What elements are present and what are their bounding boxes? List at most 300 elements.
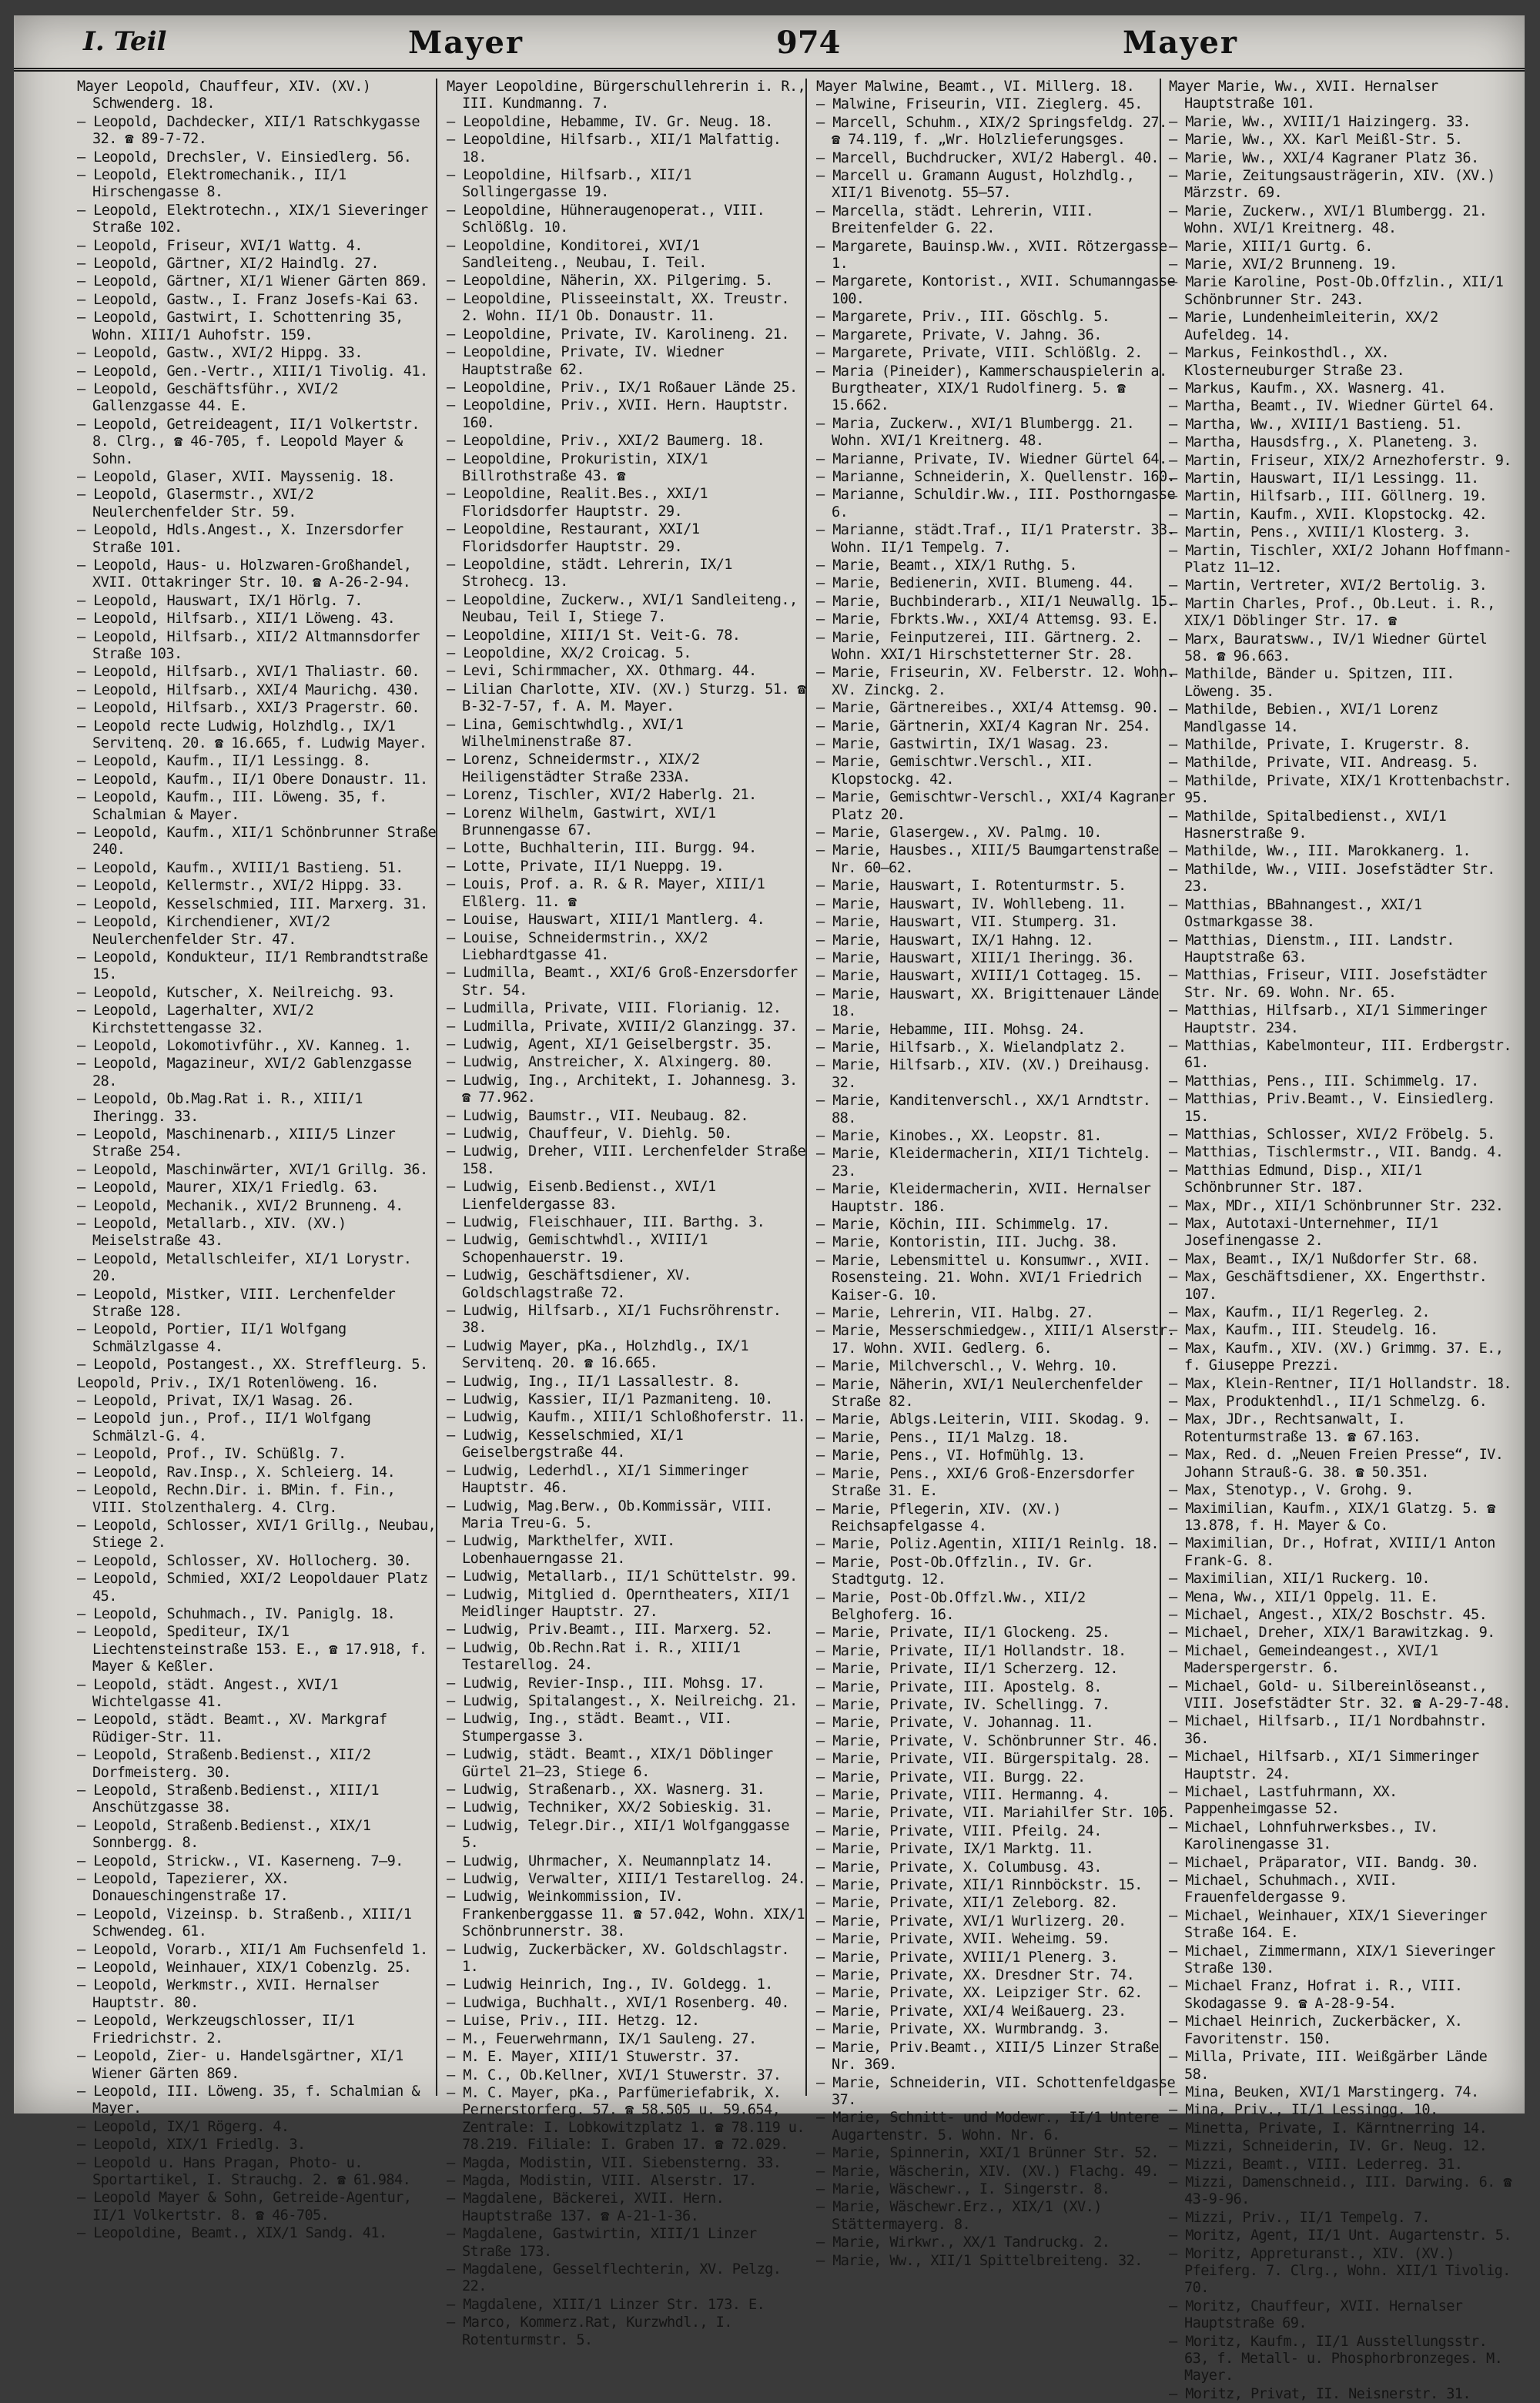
directory-entry: — Marie, Wäschewr., I. Singerstr. 8.	[816, 2180, 1110, 2197]
directory-entry: — Marie, Private, VII. Bürgerspitalg. 28.	[816, 1751, 1151, 1768]
directory-entry: — Leopoldine, Priv., XXI/2 Baumerg. 18.	[447, 433, 765, 450]
directory-entry: — Max, Beamt., IX/1 Nußdorfer Str. 68.	[1169, 1250, 1479, 1267]
directory-entry: — Marie, Spinnerin, XXI/1 Brünner Str. 52.	[816, 2145, 1159, 2162]
directory-entry: — Lotte, Buchhalterin, III. Burgg. 94.	[447, 840, 757, 857]
directory-entry: — Leopold, Spediteur, IX/1 Liechtensteinstraße 153. E., ☎ 17.918, f. Mayer & Keßler.	[77, 1624, 427, 1675]
directory-entry: — Marie, Lundenheimleiterin, XX/2 Aufeldeg. 14.	[1169, 310, 1438, 343]
directory-entry: — Leopold, Hilfsarb., XXI/3 Pragerstr. 60.	[77, 700, 420, 717]
directory-entry: — Marie, Wirkwr., XX/1 Tandruckg. 2.	[816, 2234, 1110, 2251]
directory-entry: — Ludwig, Anstreicher, X. Alxingerg. 80.	[447, 1054, 773, 1071]
directory-entry: — Lilian Charlotte, XIV. (XV.) Sturzg. 51. ☎ B-32-7-57, f. A. M. Mayer.	[447, 681, 806, 715]
directory-entry: — Michael, Gemeindeangest., XVI/1 Maderspergerstr. 6.	[1169, 1642, 1438, 1677]
directory-entry: — Ludwig, Priv.Beamt., III. Marxerg. 52.	[447, 1622, 773, 1638]
directory-entry: — Louis, Prof. a. R. & R. Mayer, XIII/1 Elßlerg. 11. ☎	[447, 876, 765, 910]
directory-entry: — Leopold, Gärtner, XI/1 Wiener Gärten 869.	[77, 273, 428, 290]
directory-entry: — Max, Kaufm., II/1 Regerleg. 2.	[1169, 1304, 1431, 1321]
directory-entry: — Leopold, Gastwirt, I. Schottenring 35, Wohn. XIII/1 Auhofstr. 159.	[77, 310, 403, 343]
directory-entry: — Leopold, Hilfsarb., XXI/4 Maurichg. 430.	[77, 681, 420, 698]
directory-entry: — Marie, XIII/1 Gurtg. 6.	[1169, 238, 1373, 255]
directory-entry: — Ludwig, Weinkommission, IV. Frankenberggasse 11. ☎ 57.042, Wohn. XIX/1 Schönbrunnerstr. 38.	[447, 1889, 805, 1940]
directory-entry: — Marie, Kanditenverschl., XX/1 Arndtstr. 88.	[816, 1093, 1151, 1126]
directory-entry: — Ludwig, Geschäftsdiener, XV. Goldschlagstraße 72.	[447, 1267, 691, 1301]
directory-entry: — Leopoldine, Beamt., XIX/1 Sandg. 41.	[77, 2225, 387, 2242]
directory-entry: — Marie, Fbrkts.Ww., XXI/4 Attemsg. 93. E.	[816, 611, 1159, 628]
directory-entry: — Michael, Präparator, VII. Bandg. 30.	[1169, 1854, 1479, 1871]
directory-entry: — Marianne, städt.Traf., II/1 Praterstr. 33. Wohn. II/1 Tempelg. 7.	[816, 522, 1176, 556]
directory-entry: — Leopold, Elektrotechn., XIX/1 Sieveringer Straße 102.	[77, 202, 428, 236]
directory-entry: — Magda, Modistin, VII. Siebensterng. 33.	[447, 2154, 782, 2171]
directory-entry: — Leopold, Portier, II/1 Wolfgang Schmälzlgasse 4.	[77, 1321, 346, 1355]
directory-entry: — Marie, Private, IX/1 Marktg. 11.	[816, 1841, 1094, 1858]
directory-entry: — Leopoldine, städt. Lehrerin, IX/1 Strohecg. 13.	[447, 556, 732, 591]
directory-entry: — M. C. Mayer, pKa., Parfümeriefabrik, X. Pernerstorferg. 57. ☎ 58.505 u. 59.654, Zentrale: I. Lobkowitzplatz 1. ☎ 78.119 u. 78.219. Filiale: I. Graben 17. ☎ 72.029.	[447, 2084, 805, 2154]
directory-entry: — Marie, Private, VIII. Hermanng. 4.	[816, 1787, 1110, 1803]
directory-entry: — Ludwig, Ing., städt. Beamt., VII. Stumpergasse 3.	[447, 1711, 732, 1745]
directory-entry: — Matthias, Hilfsarb., XI/1 Simmeringer Hauptstr. 234.	[1169, 1002, 1488, 1036]
directory-entry: — Marie, Private, X. Columbusg. 43.	[816, 1859, 1102, 1876]
directory-entry: — Maria, Zuckerw., XVI/1 Blumbergg. 21. Wohn. XVI/1 Kreitnerg. 48.	[816, 415, 1135, 450]
directory-entry: — Leopold jun., Prof., II/1 Wolfgang Schmälzl-G. 4.	[77, 1411, 371, 1444]
directory-entry: — Marie, Köchin, III. Schimmelg. 17.	[816, 1217, 1110, 1233]
directory-entry: — Leopoldine, XIII/1 St. Veit-G. 78.	[447, 627, 741, 644]
directory-entry: — Mizzi, Beamt., VIII. Lederreg. 31.	[1169, 2156, 1463, 2173]
directory-entry: — Marie, Ww., XII/1 Spittelbreiteng. 32.	[816, 2252, 1143, 2269]
directory-entry: — Leopold, Postangest., XX. Streffleurg. 5.	[77, 1357, 428, 1374]
directory-entry: — Ludwig, Fleischhauer, III. Barthg. 3.	[447, 1214, 765, 1230]
directory-entry: — Leopold, Schlosser, XVI/1 Grillg., Neubau, Stiege 2.	[77, 1517, 437, 1551]
directory-entry: Mayer Malwine, Beamt., VI. Millerg. 18.	[816, 79, 1135, 95]
directory-entry: — Leopold, Straßenb.Bedienst., XIX/1 Sonnbergg. 8.	[77, 1817, 371, 1852]
directory-entry: — Ludwig, Telegr.Dir., XII/1 Wolfganggasse 5.	[447, 1817, 789, 1852]
directory-entry: — Marie, Gastwirtin, IX/1 Wasag. 23.	[816, 736, 1110, 753]
directory-entry: — Max, JDr., Rechtsanwalt, I. Rotenturmstraße 13. ☎ 67.163.	[1169, 1411, 1421, 1445]
directory-entry: — Markus, Feinkosthdl., XX. Klosterneuburger Straße 23.	[1169, 345, 1405, 379]
directory-entry: — Marie, Post-Ob.Offzlin., IV. Gr. Stadtgutg. 12.	[816, 1554, 1094, 1588]
directory-entry: — Leopold, Haus- u. Holzwaren-Großhandel, XVII. Ottakringer Str. 10. ☎ A-26-2-94.	[77, 557, 412, 591]
directory-entry: — Mathilde, Bänder u. Spitzen, III. Löweng. 35.	[1169, 666, 1455, 700]
directory-entry: — Leopold, Mistker, VIII. Lerchenfelder Straße 128.	[77, 1286, 396, 1320]
directory-entry: — Marianne, Schneiderin, X. Quellenstr. 160.	[816, 468, 1176, 485]
directory-entry: — Ludwig, Techniker, XX/2 Sobieskig. 31.	[447, 1799, 773, 1816]
directory-entry: — Leopold, Kellermstr., XVI/2 Hippg. 33.	[77, 878, 403, 895]
directory-entry: — Marie, Private, XXI/4 Weißauerg. 23.	[816, 2003, 1127, 2020]
directory-entry: — Leopoldine, Zuckerw., XVI/1 Sandleiteng., Neubau, Teil I, Stiege 7.	[447, 591, 798, 626]
directory-entry: — Mizzi, Schneiderin, IV. Gr. Neug. 12.	[1169, 2138, 1488, 2155]
directory-entry: — Matthias, Priv.Beamt., V. Einsiedlerg. 15.	[1169, 1091, 1495, 1125]
directory-entry: — Marie, Ww., XX. Karl Meißl-Str. 5.	[1169, 132, 1463, 149]
directory-entry: — Leopoldine, Prokuristin, XIX/1 Billrothstraße 43. ☎	[447, 450, 708, 484]
directory-entry: — Michael Franz, Hofrat i. R., VIII. Skodagasse 9. ☎ A-28-9-54.	[1169, 1978, 1463, 2012]
directory-entry: — Marie, Private, XX. Leipziger Str. 62.	[816, 1985, 1143, 2002]
directory-entry: — Ludwig, Kaufm., XIII/1 Schloßhoferstr. 11.	[447, 1409, 806, 1426]
directory-entry: — Michael, Weinhauer, XIX/1 Sieveringer Straße 164. E.	[1169, 1907, 1488, 1942]
directory-entry: — Maximilian, XII/1 Ruckerg. 10.	[1169, 1571, 1431, 1588]
directory-entry: — Marie, Private, VII. Mariahilfer Str. 106.	[816, 1805, 1176, 1822]
directory-entry: — Leopoldine, Private, IV. Karolineng. 21.	[447, 326, 789, 343]
directory-entry: — Ludwig, Uhrmacher, X. Neumannplatz 14.	[447, 1852, 773, 1869]
directory-entry: — Leopold, Strickw., VI. Kaserneng. 7—9.	[77, 1852, 403, 1869]
directory-entry: — Ludwig, Verwalter, XIII/1 Testarellog. 24.	[447, 1871, 806, 1888]
directory-entry: — Margarete, Private, V. Jahng. 36.	[816, 326, 1102, 343]
directory-entry: — Lina, Gemischtwhdlg., XVI/1 Wilhelminenstraße 87.	[447, 716, 684, 751]
directory-entry: — Leopold, Kaufm., II/1 Obere Donaustr. 11.	[77, 771, 428, 788]
directory-entry: — Mathilde, Bebien., XVI/1 Lorenz Mandlgasse 14.	[1169, 701, 1438, 735]
directory-entry: — Minetta, Private, I. Kärntnerring 14.	[1169, 2120, 1488, 2137]
directory-entry: — Marcella, städt. Lehrerin, VIII. Breitenfelder G. 22.	[816, 202, 1094, 237]
directory-entry: — Leopold, Glaser, XVII. Mayssenig. 18.	[77, 468, 396, 485]
directory-entry: — Marie, Ablgs.Leiterin, VIII. Skodag. 9.	[816, 1411, 1151, 1428]
directory-entry: — Leopoldine, Hebamme, IV. Gr. Neug. 18.	[447, 113, 773, 130]
directory-entry: — Leopold, Rechn.Dir. i. BMin. f. Fin., VIII. Stolzenthalerg. 4. Clrg.	[77, 1482, 396, 1516]
directory-entry: — Matthias, Dienstm., III. Landstr. Hauptstraße 63.	[1169, 932, 1455, 966]
directory-entry: — Leopold, Metallarb., XIV. (XV.) Meiselstraße 43.	[77, 1216, 346, 1250]
directory-entry: — Ludwig, Ob.Rechn.Rat i. R., XIII/1 Testarellog. 24.	[447, 1639, 741, 1674]
directory-entry: — Leopold, Straßenb.Bedienst., XIII/1 Anschützgasse 38.	[77, 1782, 379, 1816]
directory-entry: — Ludwig, Mitglied d. Operntheaters, XII/1 Meidlinger Hauptstr. 27.	[447, 1586, 789, 1620]
directory-entry: — Marie, Post-Ob.Offzl.Ww., XII/2 Belghoferg. 16.	[816, 1589, 1086, 1623]
directory-entry: — Leopold, Zier- u. Handelsgärtner, XI/1 Wiener Gärten 869.	[77, 2048, 403, 2082]
directory-entry: — Ludwig, Agent, XI/1 Geiselbergstr. 35.	[447, 1036, 773, 1053]
directory-entry: — Marie, Kinobes., XX. Leopstr. 81.	[816, 1127, 1102, 1144]
directory-entry: — Lorenz Wilhelm, Gastwirt, XVI/1 Brunnengasse 67.	[447, 805, 716, 839]
directory-entry: — Leopold, IX/1 Rögerg. 4.	[77, 2118, 290, 2135]
directory-entry: — Leopold, III. Löweng. 35, f. Schalmian & Mayer.	[77, 2083, 420, 2117]
directory-entry: — Leopold, Weinhauer, XIX/1 Cobenzlg. 25.	[77, 1960, 412, 1976]
directory-entry: — Marie, Pens., XXI/6 Groß-Enzersdorfer Straße 31. E.	[816, 1465, 1135, 1500]
directory-entry: — Leopold, XIX/1 Friedlg. 3.	[77, 2137, 306, 2154]
directory-entry: — Ludwig, städt. Beamt., XIX/1 Döblinger Gürtel 21—23, Stiege 6.	[447, 1746, 773, 1780]
directory-entry: — Marie, Kleidermacherin, XVII. Hernalser Hauptstr. 186.	[816, 1181, 1151, 1215]
directory-entry: — Martin, Hilfsarb., III. Göllnerg. 19.	[1169, 488, 1488, 505]
directory-entry: — Louise, Hauswart, XIII/1 Mantlerg. 4.	[447, 912, 765, 929]
directory-entry: — Marie, Näherin, XVI/1 Neulerchenfelder Straße 82.	[816, 1376, 1143, 1411]
directory-entry: — Leopold, Mechanik., XVI/2 Brunneng. 4.	[77, 1197, 403, 1214]
directory-entry: — Ludwig, Kassier, II/1 Pazmaniteng. 10.	[447, 1391, 773, 1408]
directory-entry: — Marianne, Private, IV. Wiedner Gürtel 64.	[816, 450, 1167, 467]
directory-entry: — Leopold, Gärtner, XI/2 Haindlg. 27.	[77, 256, 379, 273]
directory-entry: — Max, Kaufm., XIV. (XV.) Grimmg. 37. E., f. Giuseppe Prezzi.	[1169, 1340, 1504, 1374]
directory-entry: — Magdalene, Gastwirtin, XIII/1 Linzer Straße 173.	[447, 2226, 757, 2260]
directory-entry: — Moritz, Kaufm., II/1 Ausstellungsstr. 63, f. Metall- u. Phosphorbronzeges. M. Mayer.	[1169, 2333, 1503, 2385]
directory-entry: — Leopold, Lagerhalter, XVI/2 Kirchstettengasse 32.	[77, 1002, 314, 1036]
directory-entry: — Leopoldine, Hilfsarb., XII/1 Malfattig. 18.	[447, 132, 782, 166]
directory-entry: — Marie, Private, VIII. Pfeilg. 24.	[816, 1822, 1102, 1839]
directory-entry: — Marie, Hauswart, IX/1 Hahng. 12.	[816, 932, 1094, 949]
directory-entry: — Martin, Pens., XVIII/1 Klosterg. 3.	[1169, 524, 1471, 541]
directory-entry: — Leopold, städt. Angest., XVI/1 Wichtelgasse 41.	[77, 1676, 339, 1710]
directory-entry: — Ludwig, Mag.Berw., Ob.Kommissär, VIII. Maria Treu-G. 5.	[447, 1498, 773, 1531]
directory-entry: — Lorenz, Schneidermstr., XIX/2 Heiligenstädter Straße 233A.	[447, 751, 700, 785]
directory-entry: — Marie, Ww., XVIII/1 Haizingerg. 33.	[1169, 113, 1471, 130]
directory-entry: — Ludmilla, Private, VIII. Florianig. 12.	[447, 1000, 782, 1017]
directory-entry: — Leopold, Prof., IV. Schüßlg. 7.	[77, 1446, 346, 1463]
directory-entry: — Matthias, Kabelmonteur, III. Erdbergstr. 61.	[1169, 1037, 1512, 1072]
directory-entry: — Marie, Lebensmittel u. Konsumwr., XVII. Rosensteing. 21. Wohn. XVI/1 Friedrich Kaiser-G. 10.	[816, 1252, 1151, 1304]
directory-entry: — Marie, Gemischtwr.Verschl., XII. Klopstockg. 42.	[816, 754, 1094, 788]
column-3	[816, 79, 1178, 2269]
directory-entry: — Martha, Ww., XVIII/1 Bastieng. 51.	[1169, 416, 1463, 433]
directory-entry: — Marie, Messerschmiedgew., XIII/1 Alserstr. 17. Wohn. XVII. Gedlerg. 6.	[816, 1323, 1176, 1357]
directory-entry: — Luise, Priv., III. Hetzg. 12.	[447, 2013, 700, 2030]
directory-entry: — Marie, Private, VII. Burgg. 22.	[816, 1769, 1086, 1786]
directory-entry: — Leopold, Hauswart, IX/1 Hörlg. 7.	[77, 592, 363, 609]
directory-entry: — Leopold, Friseur, XVI/1 Wattg. 4.	[77, 237, 363, 254]
directory-entry: — Marie, Private, XX. Wurmbrandg. 3.	[816, 2021, 1110, 2038]
directory-entry: — Marie, Private, II/1 Scherzerg. 12.	[816, 1661, 1118, 1678]
directory-entry: — Marie, Bedienerin, XVII. Blumeng. 44.	[816, 575, 1135, 592]
directory-entry: — Marie, Hebamme, III. Mohsg. 24.	[816, 1021, 1086, 1038]
directory-entry: — Michael, Lohnfuhrwerksbes., IV. Karolinengasse 31.	[1169, 1819, 1438, 1853]
directory-entry: — Michael Heinrich, Zuckerbäcker, X. Favoritenstr. 150.	[1169, 2013, 1463, 2047]
directory-entry: — Michael, Hilfsarb., XI/1 Simmeringer Hauptstr. 24.	[1169, 1749, 1479, 1782]
directory-entry: — Margarete, Priv., III. Göschlg. 5.	[816, 309, 1110, 326]
directory-entry: — Leopoldine, Näherin, XX. Pilgerimg. 5.	[447, 273, 773, 289]
directory-entry: — Marie, Kleidermacherin, XII/1 Tichtelg. 23.	[816, 1146, 1151, 1180]
directory-entry: — Moritz, Chauffeur, XVII. Hernalser Hauptstraße 69.	[1169, 2298, 1463, 2332]
part-label: I. Teil	[83, 26, 167, 57]
directory-entry: — Matthias, Schlosser, XVI/2 Fröbelg. 5.	[1169, 1126, 1495, 1143]
right-running-title: Mayer	[1123, 25, 1238, 61]
directory-entry: — Leopold recte Ludwig, Holzhdlg., IX/1 Servitenq. 20. ☎ 16.665, f. Ludwig Mayer.	[77, 718, 427, 752]
directory-entry: — Maximilian, Dr., Hofrat, XVIII/1 Anton Frank-G. 8.	[1169, 1535, 1495, 1569]
directory-entry: — Marie, Zuckerw., XVI/1 Blumbergg. 21. Wohn. XVI/1 Kreitnerg. 48.	[1169, 202, 1488, 237]
directory-entry: — Marie, Hauswart, XX. Brigittenauer Lände 18.	[816, 986, 1159, 1020]
directory-entry: — Ludmilla, Beamt., XXI/6 Groß-Enzersdorfer Str. 54.	[447, 965, 798, 999]
directory-entry: — Leopold, Kaufm., II/1 Lessingg. 8.	[77, 753, 371, 770]
directory-entry: — Marie, Hauswart, VII. Stumperg. 31.	[816, 914, 1118, 931]
directory-entry: — Leopold, Maschinenarb., XIII/5 Linzer Straße 254.	[77, 1126, 396, 1160]
directory-entry: — Marie, Gärtnerin, XXI/4 Kagran Nr. 254.	[816, 718, 1151, 735]
directory-entry: — Leopold u. Hans Pragan, Photo- u. Sportartikel, I. Strauchg. 2. ☎ 61.984.	[77, 2154, 411, 2188]
directory-entry: — Martin, Hauswart, II/1 Lessingg. 11.	[1169, 470, 1479, 487]
directory-entry: — Leopold, Kondukteur, II/1 Rembrandtstraße 15.	[77, 949, 428, 983]
directory-entry: — Leopold, Werkzeugschlosser, II/1 Friedrichstr. 2.	[77, 2013, 355, 2047]
directory-entry: — Leopoldine, Priv., XVII. Hern. Hauptstr. 160.	[447, 397, 789, 431]
directory-entry: — Marie, Priv.Beamt., XIII/5 Linzer Straße Nr. 369.	[816, 2039, 1159, 2073]
directory-entry: — Magdalene, Gesselflechterin, XV. Pelzg. 22.	[447, 2261, 782, 2295]
directory-entry: Mayer Leopold, Chauffeur, XIV. (XV.) Schwenderg. 18.	[77, 79, 371, 112]
directory-entry: — Leopold, Dachdecker, XII/1 Ratschkygasse 32. ☎ 89-7-72.	[77, 113, 420, 148]
directory-entry: — M. C., Ob.Kellner, XVI/1 Stuwerstr. 37.	[447, 2067, 782, 2083]
directory-entry: — Marie, Hauswart, I. Rotenturmstr. 5.	[816, 878, 1127, 895]
directory-entry: — Leopoldine, XX/2 Croicag. 5.	[447, 645, 691, 661]
directory-entry: — Marie, Private, IV. Schellingg. 7.	[816, 1696, 1110, 1713]
directory-entry: — Mathilde, Private, XIX/1 Krottenbachstr. 95.	[1169, 772, 1512, 807]
directory-entry: — Leopold, Vizeinsp. b. Straßenb., XIII/1 Schwendeg. 61.	[77, 1906, 412, 1940]
directory-entry: — Marie, Schneiderin, VII. Schottenfeldgasse 37.	[816, 2074, 1176, 2108]
directory-entry: — Maximilian, Kaufm., XIX/1 Glatzg. 5. ☎ 13.878, f. H. Mayer & Co.	[1169, 1500, 1495, 1534]
directory-entry: — M., Feuerwehrmann, IX/1 Sauleng. 27.	[447, 2030, 757, 2047]
directory-entry: — Marie, Gemischtwr-Verschl., XXI/4 Kagraner Platz 20.	[816, 789, 1176, 823]
directory-entry: — Marie, Wäscherin, XIV. (XV.) Flachg. 49.	[816, 2163, 1159, 2180]
directory-entry: — Michael, Schuhmach., XVII. Frauenfeldergasse 9.	[1169, 1873, 1398, 1906]
directory-entry: — Marcell u. Gramann August, Holzhdlg., XII/1 Bivenotg. 55—57.	[816, 168, 1135, 202]
directory-entry: — Leopold, Privat, IX/1 Wasag. 26.	[77, 1393, 355, 1410]
directory-entry: — Marie, Hilfsarb., X. Wielandplatz 2.	[816, 1039, 1127, 1056]
directory-entry: — Marie, Feinputzerei, III. Gärtnerg. 2. Wohn. XXI/1 Hirschstetterner Str. 28.	[816, 629, 1143, 663]
directory-entry: — Marie, Friseurin, XV. Felberstr. 12. Wohn. XV. Zinckg. 2.	[816, 664, 1176, 698]
directory-entry: — Margarete, Bauinsp.Ww., XVII. Rötzergasse 1.	[816, 238, 1167, 273]
directory-entry: — Leopold, Maurer, XIX/1 Friedlg. 63.	[77, 1180, 379, 1196]
directory-entry: — Leopold, Schmied, XXI/2 Leopoldauer Platz 45.	[77, 1571, 428, 1605]
directory-entry: — Milla, Private, III. Weißgärber Lände 58.	[1169, 2049, 1488, 2083]
left-running-title: Mayer	[408, 25, 524, 61]
page-number: 974	[776, 25, 841, 61]
directory-entry: — Margarete, Kontorist., XVII. Schumanngasse 100.	[816, 273, 1176, 307]
directory-entry: — Max, Stenotyp., V. Grohg. 9.	[1169, 1482, 1414, 1499]
directory-entry: — Ludwig, Ing., Architekt, I. Johannesg. 3. ☎ 77.962.	[447, 1072, 798, 1106]
directory-entry: — Marie, Pflegerin, XIV. (XV.) Reichsapfelgasse 4.	[816, 1501, 1061, 1535]
directory-entry: — Max, MDr., XII/1 Schönbrunner Str. 232.	[1169, 1197, 1504, 1214]
directory-entry: — Magda, Modistin, VIII. Alserstr. 17.	[447, 2172, 757, 2189]
directory-entry: — Leopoldine, Hilfsarb., XII/1 Sollingergasse 19.	[447, 167, 691, 201]
directory-entry: — Michael, Gold- u. Silbereinlöseanst., VIII. Josefstädter Str. 32. ☎ A-29-7-48.	[1169, 1678, 1511, 1712]
directory-entry: — Maria (Pineider), Kammerschauspielerin a. Burgtheater, XIX/1 Rudolfinerg. 5. ☎ 15.662.	[816, 363, 1167, 414]
directory-entry: — Mina, Beuken, XVI/1 Marstingerg. 74.	[1169, 2083, 1479, 2100]
directory-entry: — Leopold, Kaufm., XVIII/1 Bastieng. 51.	[77, 859, 403, 876]
directory-entry: — Leopold Mayer & Sohn, Getreide-Agentur, II/1 Volkertstr. 8. ☎ 46-705.	[77, 2190, 412, 2224]
directory-entry: — Michael, Dreher, XIX/1 Barawitzkag. 9.	[1169, 1625, 1495, 1642]
directory-entry: — Leopoldine, Hühneraugenoperat., VIII. Schlößlg. 10.	[447, 202, 765, 236]
directory-entry: — Mathilde, Private, VII. Andreasg. 5.	[1169, 755, 1479, 771]
directory-entry: — Leopold, Tapezierer, XX. Donaueschingenstraße 17.	[77, 1871, 290, 1905]
directory-entry: — Margarete, Private, VIII. Schlößlg. 2.	[816, 345, 1143, 362]
directory-entry: — Ludwig Mayer, pKa., Holzhdlg., IX/1 Servitenq. 20. ☎ 16.665.	[447, 1337, 748, 1372]
directory-entry: — Leopold, Kaufm., XII/1 Schönbrunner Straße 240.	[77, 825, 437, 858]
directory-entry: — Mizzi, Priv., II/1 Tempelg. 7.	[1169, 2209, 1431, 2226]
directory-entry: — Mena, Ww., XII/1 Oppelg. 11. E.	[1169, 1588, 1438, 1605]
directory-entry: — Leopold, Maschinwärter, XVI/1 Grillg. 36.	[77, 1161, 428, 1178]
directory-entry: — Ludwig, Lederhdl., XI/1 Simmeringer Hauptstr. 46.	[447, 1462, 748, 1497]
directory-entry: — Max, Produktenhdl., II/1 Schmelzg. 6.	[1169, 1394, 1488, 1411]
directory-entry: — Marcell, Buchdrucker, XVI/2 Habergl. 40.	[816, 149, 1159, 166]
directory-entry: — Ludwig, Eisenb.Bedienst., XVI/1 Lienfeldergasse 83.	[447, 1179, 716, 1213]
directory-entry: — Marie, Schnitt- und Modewr., II/1 Untere Augartenstr. 5. Wohn. Nr. 6.	[816, 2110, 1159, 2144]
directory-entry: — Leopold, Vorarb., XII/1 Am Fuchsenfeld 1.	[77, 1941, 428, 1958]
directory-entry: — Marie, Ww., XXI/4 Kagraner Platz 36.	[1169, 149, 1479, 166]
directory-entry: — Leopold, Schlosser, XV. Hollocherg. 30.	[77, 1552, 412, 1569]
directory-entry: — Leopold, Magazineur, XVI/2 Gablenzgasse 28.	[77, 1056, 412, 1089]
directory-entry: — Leopold, städt. Beamt., XV. Markgraf Rüdiger-Str. 11.	[77, 1712, 387, 1745]
directory-entry: — Marie, Hauswart, XVIII/1 Cottageg. 15.	[816, 968, 1143, 985]
directory-entry: — Marie Karoline, Post-Ob.Offzlin., XII/1 Schönbrunner Str. 243.	[1169, 274, 1504, 308]
directory-entry: — Mathilde, Private, I. Krugerstr. 8.	[1169, 737, 1471, 754]
directory-entry: — Ludwig, Spitalangest., X. Neilreichg. 21.	[447, 1692, 798, 1709]
directory-entry: — Ludwig, Dreher, VIII. Lerchenfelder Straße 158.	[447, 1143, 806, 1177]
directory-entry: — Malwine, Friseurin, VII. Zieglerg. 45.	[816, 96, 1143, 113]
directory-entry: — Michael, Lastfuhrmann, XX. Pappenheimgasse 52.	[1169, 1784, 1398, 1818]
directory-entry: — Leopold, Metallschleifer, XI/1 Lorystr. 20.	[77, 1250, 412, 1285]
directory-entry: — Leopold, Schuhmach., IV. Paniglg. 18.	[77, 1605, 396, 1622]
directory-entry: — Marie, Glasergew., XV. Palmg. 10.	[816, 825, 1102, 842]
directory-entry: — Ludmilla, Private, XVIII/2 Glanzingg. 37.	[447, 1018, 798, 1035]
directory-entry: — Marie, Hauswart, XIII/1 Iheringg. 36.	[816, 949, 1135, 966]
directory-entry: — Martha, Beamt., IV. Wiedner Gürtel 64.	[1169, 398, 1495, 415]
directory-entry: Mayer Leopoldine, Bürgerschullehrerin i. R., III. Kundmanng. 7.	[447, 79, 806, 112]
directory-entry: — Leopoldine, Realit.Bes., XXI/1 Floridsdorfer Hauptstr. 29.	[447, 486, 708, 520]
directory-entry: — Mathilde, Ww., VIII. Josefstädter Str. 23.	[1169, 861, 1495, 895]
directory-entry: — Marie, Poliz.Agentin, XIII/1 Reinlg. 18.	[816, 1536, 1159, 1553]
directory-entry: — Marie, Buchbinderarb., XII/1 Neuwallg. 15.	[816, 593, 1176, 610]
directory-entry: — Marie, Hauswart, IV. Wohllebeng. 11.	[816, 895, 1127, 912]
directory-entry: — Ludwig, Revier-Insp., III. Mohsg. 17.	[447, 1675, 765, 1692]
directory-entry: — Martha, Hausdsfrg., X. Planeteng. 3.	[1169, 434, 1479, 451]
directory-entry: — Ludwig, Ing., II/1 Lassallestr. 8.	[447, 1373, 741, 1390]
directory-entry: — Leopold, Rav.Insp., X. Schleierg. 14.	[77, 1464, 396, 1481]
directory-entry: — Marcell, Schuhm., XIX/2 Springsfeldg. 27. ☎ 74.119, f. „Wr. Holzlieferungsges.	[816, 114, 1167, 149]
directory-entry: — Marie, Lehrerin, VII. Halbg. 27.	[816, 1305, 1094, 1322]
directory-entry: — Ludwig, Chauffeur, V. Diehlg. 50.	[447, 1125, 732, 1142]
directory-page	[14, 15, 1525, 2402]
directory-entry: — Marie, Private, II/1 Hollandstr. 18.	[816, 1642, 1127, 1659]
directory-entry: — Marie, Pens., VI. Hofmühlg. 13.	[816, 1447, 1086, 1464]
directory-entry: — Ludwig, Hilfsarb., XI/1 Fuchsröhrenstr. 38.	[447, 1303, 782, 1337]
directory-entry: — Michael, Hilfsarb., II/1 Nordbahnstr. 36.	[1169, 1713, 1488, 1747]
directory-entry: — Markus, Kaufm., XX. Wasnerg. 41.	[1169, 380, 1447, 397]
directory-entry: — Levi, Schirmmacher, XX. Othmarg. 44.	[447, 663, 757, 680]
directory-entry: — Marie, Kontoristin, III. Juchg. 38.	[816, 1234, 1118, 1251]
directory-entry: — Marie, Private, XII/1 Zeleborg. 82.	[816, 1895, 1118, 1912]
directory-entry: — Leopold, Getreideagent, II/1 Volkertstr. 8. Clrg., ☎ 46-705, f. Leopold Mayer & Sohn.	[77, 416, 420, 467]
directory-entry: — Leopoldine, Konditorei, XVI/1 Sandleiteng., Neubau, I. Teil.	[447, 237, 707, 272]
column-1	[77, 79, 439, 2242]
directory-entry: — Matthias, BBahnangest., XXI/1 Ostmarkgasse 38.	[1169, 896, 1422, 931]
directory-entry: — Leopold, Kaufm., III. Löweng. 35, f. Schalmian & Mayer.	[77, 789, 387, 823]
directory-entry: — Marie, Pens., II/1 Malzg. 18.	[816, 1429, 1070, 1446]
directory-entry: — Magdalene, XIII/1 Linzer Str. 173. E.	[447, 2296, 765, 2313]
directory-entry: — Marie, Wäschewr.Erz., XIX/1 (XV.) Stättermayerg. 8.	[816, 2199, 1102, 2233]
column-2	[447, 79, 808, 2348]
directory-entry: — Marie, Private, XII/1 Rinnböckstr. 15.	[816, 1877, 1143, 1894]
directory-entry: — Matthias, Friseur, VIII. Josefstädter Str. Nr. 69. Wohn. Nr. 65.	[1169, 967, 1488, 1001]
directory-entry: — Leopold, Hdls.Angest., X. Inzersdorfer Straße 101.	[77, 522, 403, 556]
directory-entry: — Magdalene, Bäckerei, XVII. Hern. Hauptstraße 137. ☎ A-21-1-36.	[447, 2190, 725, 2224]
directory-entry: — Michael, Angest., XIX/2 Boschstr. 45.	[1169, 1606, 1488, 1623]
directory-entry: — Marie, Hausbes., XIII/5 Baumgartenstraße Nr. 60—62.	[816, 842, 1159, 876]
directory-entry: — Ludwig, Gemischtwhdl., XVIII/1 Schopenhauerstr. 19.	[447, 1232, 708, 1266]
directory-entry: — Leopold, Lokomotivführ., XV. Kanneg. 1.	[77, 1037, 412, 1054]
directory-entry: — Leopold, Hilfsarb., XVI/1 Thaliastr. 60.	[77, 664, 420, 681]
directory-entry: — Ludwig, Kesselschmied, XI/1 Geiselbergstraße 44.	[447, 1427, 684, 1461]
directory-entry: — Max, Geschäftsdiener, XX. Engerthstr. 107.	[1169, 1269, 1488, 1303]
directory-entry: — Leopoldine, Restaurant, XXI/1 Floridsdorfer Hauptstr. 29.	[447, 521, 700, 555]
directory-entry: — Martin, Tischler, XXI/2 Johann Hoffmann-Platz 11—12.	[1169, 542, 1512, 576]
page-header	[14, 15, 1525, 72]
directory-entry: — Martin, Vertreter, XVI/2 Bertolig. 3.	[1169, 577, 1488, 594]
directory-entry: — Marie, Gärtnereibes., XXI/4 Attemsg. 90.	[816, 700, 1159, 717]
directory-entry: — Leopold, Kirchendiener, XVI/2 Neulerchenfelder Str. 47.	[77, 914, 330, 948]
directory-entry: — Marie, Private, XVI/1 Wurlizerg. 20.	[816, 1913, 1127, 1929]
directory-entry: — M. E. Mayer, XIII/1 Stuwerstr. 37.	[447, 2049, 741, 2066]
directory-entry: — Marie, Beamt., XIX/1 Ruthg. 5.	[816, 557, 1078, 574]
directory-entry: — Leopold, Glasermstr., XVI/2 Neulerchenfelder Str. 59.	[77, 487, 314, 520]
directory-entry: — Moritz, Appreturanst., XIV. (XV.) Pfeiferg. 7. Clrg., Wohn. XII/1 Tivolig. 70.	[1169, 2245, 1511, 2297]
directory-entry: — Leopold, Gastw., XVI/2 Hippg. 33.	[77, 345, 363, 362]
directory-entry: — Louise, Schneidermstrin., XX/2 Liebhardtgasse 41.	[447, 929, 708, 963]
directory-entry: — Marco, Kommerz.Rat, Kurzwhdl., I. Rotenturmstr. 5.	[447, 2314, 732, 2348]
directory-entry: — Leopold, Werkmstr., XVII. Hernalser Hauptstr. 80.	[77, 1977, 379, 2011]
directory-entry: — Martin, Friseur, XIX/2 Arnezhoferstr. 9.	[1169, 452, 1512, 469]
directory-entry: — Marie, Private, XVII. Weheimg. 59.	[816, 1931, 1110, 1948]
directory-entry: — Lorenz, Tischler, XVI/2 Haberlg. 21.	[447, 787, 757, 804]
directory-entry: — Leopoldine, Private, IV. Wiedner Hauptstraße 62.	[447, 344, 725, 378]
column-4	[1169, 79, 1515, 2402]
directory-entry: — Leopold, Kutscher, X. Neilreichg. 93.	[77, 984, 396, 1001]
directory-entry: — Marie, XVI/2 Brunneng. 19.	[1169, 256, 1398, 273]
directory-entry: — Marie, Private, V. Schönbrunner Str. 46.	[816, 1732, 1159, 1749]
directory-entry: — Leopold, Ob.Mag.Rat i. R., XIII/1 Iheringg. 33.	[77, 1091, 363, 1125]
directory-entry: — Lotte, Private, II/1 Nueppg. 19.	[447, 858, 725, 875]
